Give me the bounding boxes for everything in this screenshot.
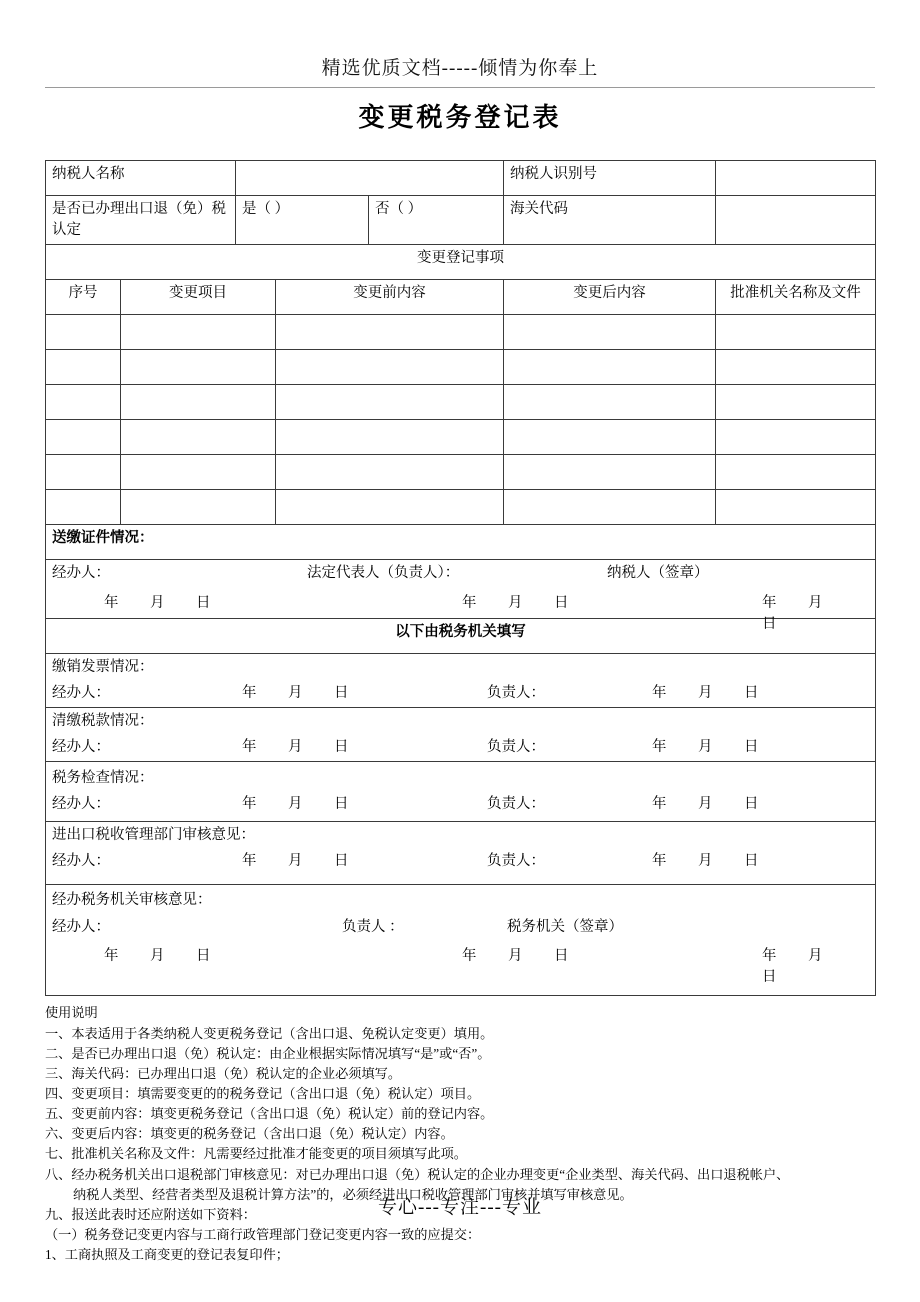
month-label: 月	[698, 795, 713, 812]
month-label: 月	[808, 594, 823, 611]
cell-index[interactable]	[46, 384, 121, 419]
table-row-export-refund	[46, 195, 876, 244]
cell-change-item[interactable]	[121, 349, 276, 384]
column-header-change-item: 变更项目	[121, 279, 276, 314]
cell-approval-authority[interactable]	[716, 489, 876, 524]
supervisor-date[interactable]	[307, 946, 607, 988]
final-review-title: 经办税务机关审核意见：	[52, 891, 212, 908]
agent-date[interactable]	[242, 737, 487, 758]
instructions-block	[45, 1003, 875, 1265]
supervisor-date[interactable]	[652, 851, 802, 872]
import-export-review-title: 进出口税收管理部门审核意见：	[52, 826, 255, 843]
cell-index[interactable]	[46, 349, 121, 384]
header-divider	[45, 87, 875, 88]
export-refund-no-option[interactable]: 否（ ）	[369, 195, 504, 244]
import-export-review-section	[46, 821, 876, 884]
supervisor-label: 负责人：	[487, 852, 545, 869]
column-header-before: 变更前内容	[276, 279, 504, 314]
documents-submitted-label: 送缴证件情况：	[46, 524, 876, 559]
cell-index[interactable]	[46, 454, 121, 489]
taxpayer-date[interactable]	[607, 593, 867, 635]
instruction-line-1: 一、本表适用于各类纳税人变更税务登记（含出口退、免税认定变更）填用。	[45, 1026, 494, 1042]
cell-after[interactable]	[504, 454, 716, 489]
table-row	[46, 349, 876, 384]
supervisor-date[interactable]	[652, 794, 802, 815]
cell-change-item[interactable]	[121, 384, 276, 419]
month-label: 月	[808, 947, 823, 964]
column-header-index: 序号	[46, 279, 121, 314]
month-label: 月	[150, 947, 165, 964]
agent-date[interactable]	[52, 593, 307, 635]
day-label: 日	[762, 615, 777, 632]
agent-label: 经办人：	[52, 918, 110, 935]
table-row	[46, 314, 876, 349]
authority-date[interactable]	[607, 946, 867, 988]
page-title: 变更税务登记表	[358, 101, 562, 132]
year-label: 年	[652, 852, 667, 869]
supervisor-label: 负责人 ：	[342, 918, 404, 935]
year-label: 年	[652, 795, 667, 812]
cell-change-item[interactable]	[121, 489, 276, 524]
cell-change-item[interactable]	[121, 454, 276, 489]
taxpayer-id-label: 纳税人识别号	[504, 160, 716, 195]
day-label: 日	[334, 684, 349, 701]
instruction-line-8: 八、经办税务机关出口退税部门审核意见：对已办理出口退（免）税认定的企业办理变更“企业类型、海关代码、出口退税帐户、	[45, 1166, 790, 1182]
customs-code-label: 海关代码	[504, 195, 716, 244]
invoice-cancellation-title: 缴销发票情况：	[52, 658, 154, 675]
month-label: 月	[288, 684, 303, 701]
tax-settlement-section	[46, 707, 876, 761]
instruction-line-7: 七、批准机关名称及文件：凡需要经过批准才能变更的项目须填写此项。	[45, 1146, 467, 1162]
cell-before[interactable]	[276, 314, 504, 349]
month-label: 月	[288, 795, 303, 812]
cell-approval-authority[interactable]	[716, 384, 876, 419]
table-row-taxpayer-identity	[46, 160, 876, 195]
final-review-section	[46, 884, 876, 995]
instruction-line-9: 九、报送此表时还应附送如下资料：	[45, 1206, 256, 1222]
day-label: 日	[334, 852, 349, 869]
instruction-line-4: 四、变更项目：填需要变更的的税务登记（含出口退（免）税认定）项目。	[45, 1086, 481, 1102]
promo-banner	[45, 0, 875, 88]
instruction-line-6: 六、变更后内容：填变更的税务登记（含出口退（免）税认定）内容。	[45, 1126, 454, 1142]
day-label: 日	[554, 594, 569, 611]
instruction-line-9-sub-1: （一）税务登记变更内容与工商行政管理部门登记变更内容一致的应提交：	[45, 1226, 481, 1242]
supervisor-date[interactable]	[652, 737, 802, 758]
supervisor-label: 负责人：	[487, 684, 545, 701]
cell-after[interactable]	[504, 314, 716, 349]
cell-index[interactable]	[46, 489, 121, 524]
month-label: 月	[288, 852, 303, 869]
authority-seal-label: 税务机关（签章）	[507, 918, 623, 935]
instruction-line-3: 三、海关代码：已办理出口退（免）税认定的企业必须填写。	[45, 1066, 402, 1082]
agent-date[interactable]	[242, 683, 487, 704]
legal-representative-label: 法定代表人（负责人）：	[307, 564, 460, 581]
table-row	[46, 489, 876, 524]
agent-label: 经办人：	[52, 564, 110, 581]
month-label: 月	[508, 594, 523, 611]
cell-approval-authority[interactable]	[716, 454, 876, 489]
cell-before[interactable]	[276, 384, 504, 419]
year-label: 年	[652, 738, 667, 755]
table-row	[46, 454, 876, 489]
column-header-approval-authority: 批准机关名称及文件	[716, 279, 876, 314]
tax-change-registration-table	[45, 160, 876, 996]
agent-label: 经办人：	[52, 795, 110, 812]
day-label: 日	[196, 947, 211, 964]
month-label: 月	[288, 738, 303, 755]
agent-label: 经办人：	[52, 738, 110, 755]
taxpayer-id-value[interactable]	[716, 160, 876, 195]
tax-inspection-title: 税务检查情况：	[52, 769, 154, 786]
tax-inspection-section	[46, 761, 876, 821]
year-label: 年	[652, 684, 667, 701]
cell-after[interactable]	[504, 384, 716, 419]
year-label: 年	[104, 947, 119, 964]
cell-after[interactable]	[504, 489, 716, 524]
agent-label: 经办人：	[52, 684, 110, 701]
cell-change-item[interactable]	[121, 419, 276, 454]
taxpayer-name-value[interactable]	[236, 160, 504, 195]
supervisor-date[interactable]	[652, 683, 802, 704]
supervisor-label: 负责人：	[487, 738, 545, 755]
agent-date[interactable]	[52, 946, 307, 988]
day-label: 日	[762, 969, 777, 985]
month-label: 月	[508, 947, 523, 964]
day-label: 日	[334, 795, 349, 812]
instruction-line-5: 五、变更前内容：填变更税务登记（含出口退（免）税认定）前的登记内容。	[45, 1106, 494, 1122]
cell-before[interactable]	[276, 489, 504, 524]
table-row-tax-inspection	[46, 761, 876, 821]
table-header-row	[46, 279, 876, 314]
taxpayer-name-label: 纳税人名称	[46, 160, 236, 195]
cell-approval-authority[interactable]	[716, 349, 876, 384]
cell-index[interactable]	[46, 314, 121, 349]
day-label: 日	[744, 684, 759, 701]
cell-index[interactable]	[46, 419, 121, 454]
instructions-title: 使用说明	[45, 1005, 98, 1021]
year-label: 年	[762, 594, 777, 611]
instruction-line-2: 二、是否已办理出口退（免）税认定：由企业根据实际情况填写“是”或“否”。	[45, 1046, 491, 1062]
instruction-line-9-sub-2: 1、工商执照及工商变更的登记表复印件；	[45, 1246, 289, 1262]
day-label: 日	[334, 738, 349, 755]
day-label: 日	[554, 947, 569, 964]
cell-before[interactable]	[276, 349, 504, 384]
cell-before[interactable]	[276, 419, 504, 454]
year-label: 年	[242, 738, 257, 755]
day-label: 日	[744, 738, 759, 755]
table-row-change-items-header	[46, 244, 876, 279]
customs-code-value[interactable]	[716, 195, 876, 244]
table-row-invoice-cancellation	[46, 653, 876, 707]
table-row-tax-settlement	[46, 707, 876, 761]
year-label: 年	[462, 594, 477, 611]
supervisor-label: 负责人：	[487, 795, 545, 812]
agent-date[interactable]	[242, 794, 487, 815]
legal-representative-date[interactable]	[307, 593, 607, 635]
table-row-final-review	[46, 884, 876, 995]
instruction-line-8-continuation: 纳税人类型、经营者类型及退税计算方法”的，必须经进出口税收管理部门审核并填写审核意见。	[73, 1186, 633, 1202]
cell-before[interactable]	[276, 454, 504, 489]
cell-after[interactable]	[504, 349, 716, 384]
table-row-import-export-review	[46, 821, 876, 884]
month-label: 月	[698, 852, 713, 869]
table-row-signatures	[46, 559, 876, 618]
export-refund-label: 是否已办理出口退（免）税认定	[46, 195, 236, 244]
year-label: 年	[462, 947, 477, 964]
month-label: 月	[698, 738, 713, 755]
agent-label: 经办人：	[52, 852, 110, 869]
agent-date[interactable]	[242, 851, 487, 872]
table-row	[46, 419, 876, 454]
cell-after[interactable]	[504, 419, 716, 454]
invoice-cancellation-section	[46, 653, 876, 707]
column-header-after: 变更后内容	[504, 279, 716, 314]
day-label: 日	[196, 594, 211, 611]
year-label: 年	[104, 594, 119, 611]
year-label: 年	[242, 795, 257, 812]
year-label: 年	[242, 684, 257, 701]
year-label: 年	[762, 947, 777, 964]
cell-approval-authority[interactable]	[716, 419, 876, 454]
table-row-documents-submitted	[46, 524, 876, 559]
table-row	[46, 384, 876, 419]
day-label: 日	[744, 795, 759, 812]
tax-authority-section-header: 以下由税务机关填写	[46, 618, 876, 653]
export-refund-yes-option[interactable]: 是（ ）	[236, 195, 369, 244]
month-label: 月	[150, 594, 165, 611]
month-label: 月	[698, 684, 713, 701]
cell-change-item[interactable]	[121, 314, 276, 349]
cell-approval-authority[interactable]	[716, 314, 876, 349]
year-label: 年	[242, 852, 257, 869]
tax-settlement-title: 清缴税款情况：	[52, 712, 154, 729]
day-label: 日	[744, 852, 759, 869]
footer-slogan: 专心---专注---专业	[378, 1197, 542, 1218]
promo-banner-text: 精选优质文档-----倾情为你奉上	[321, 58, 599, 79]
change-items-header: 变更登记事项	[46, 244, 876, 279]
taxpayer-seal-label: 纳税人（签章）	[607, 564, 709, 581]
